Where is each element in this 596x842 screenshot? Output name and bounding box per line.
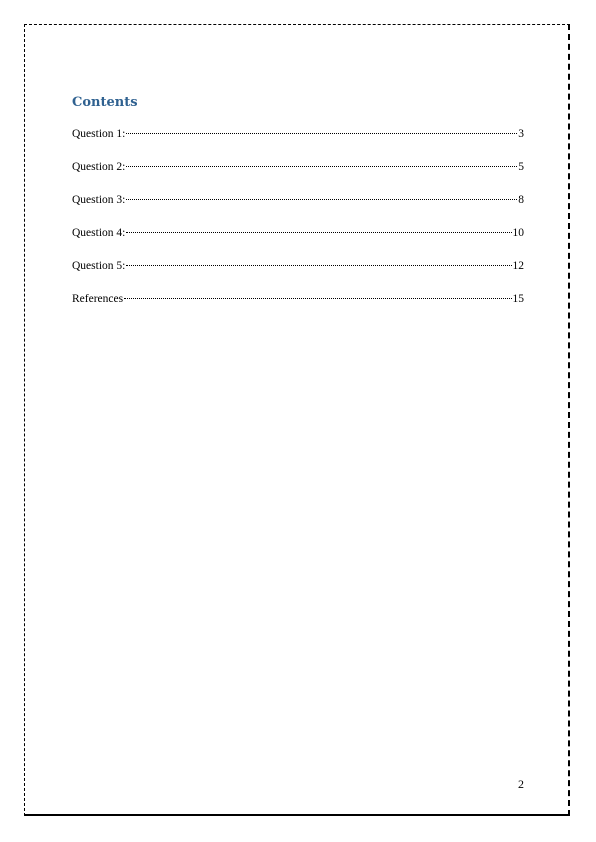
toc-entry-page: 3 [518,128,524,140]
toc-entry-page: 5 [518,161,524,173]
toc-entry-question-1[interactable] [72,126,524,159]
toc-entry-question-5[interactable] [72,258,524,291]
dot-leader [126,198,517,200]
page-number: 2 [518,777,524,791]
toc-entry-label: Question 5: [72,260,126,272]
toc-entry-page: 8 [518,194,524,206]
table-of-contents [72,126,524,324]
dot-leader [126,165,517,167]
dot-leader [126,264,511,266]
toc-entry-references[interactable] [72,291,524,324]
toc-entry-label: Question 3: [72,194,126,206]
toc-entry-page: 15 [512,293,524,305]
toc-entry-label: References [72,293,124,305]
toc-entry-label: Question 2: [72,161,126,173]
dot-leader [124,297,511,299]
toc-entry-label: Question 1: [72,128,126,140]
dot-leader [126,132,517,134]
toc-entry-question-3[interactable] [72,192,524,225]
toc-entry-page: 10 [512,227,524,239]
toc-entry-page: 12 [512,260,524,272]
toc-entry-question-2[interactable] [72,159,524,192]
toc-entry-question-4[interactable] [72,225,524,258]
dot-leader [126,231,511,233]
toc-entry-label: Question 4: [72,227,126,239]
toc-heading: Contents [72,95,138,110]
